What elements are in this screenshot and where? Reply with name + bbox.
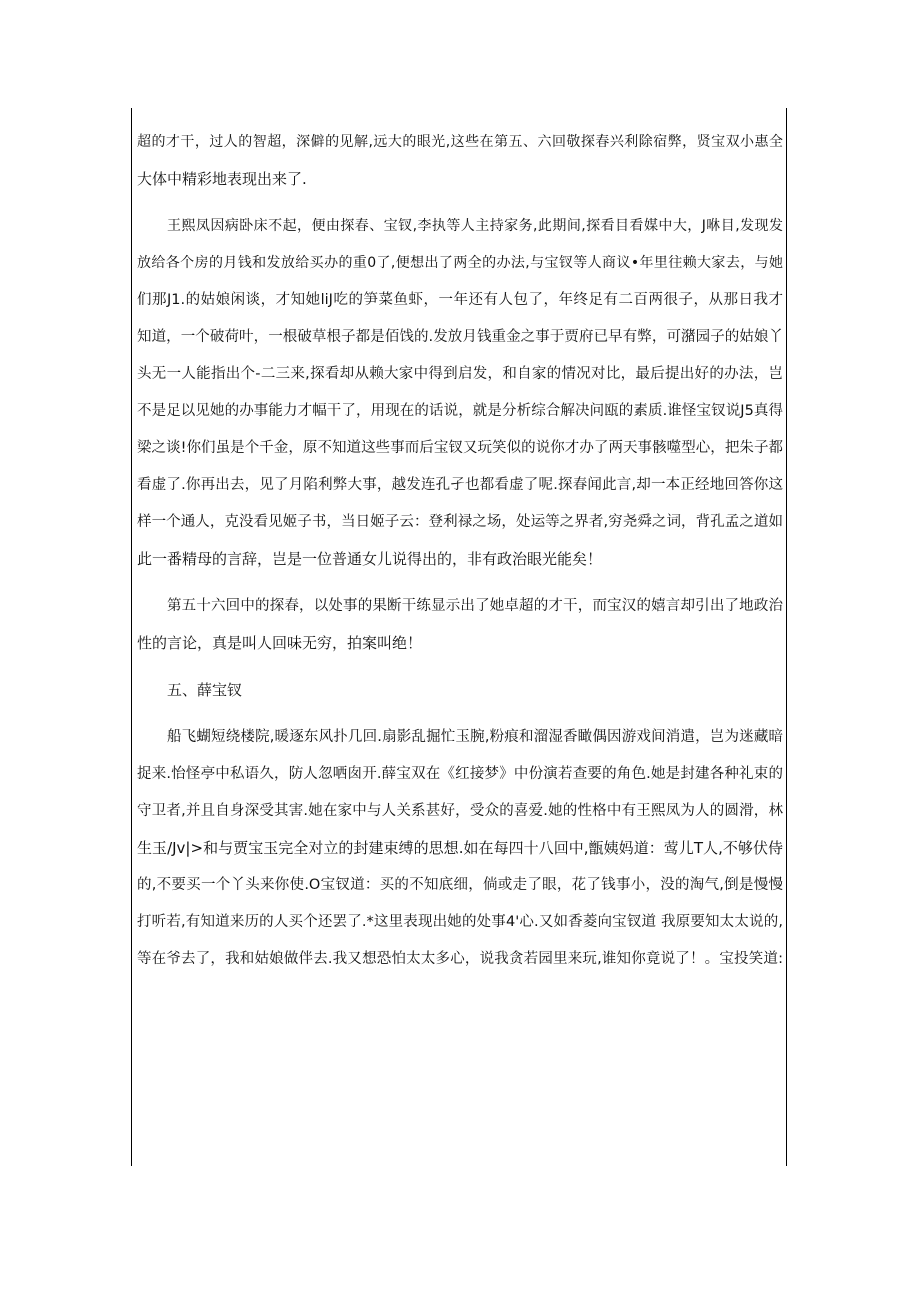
text-line: 此一番精母的言辞，岂是一位普通女儿说得出的，非有政治眼光能矣！ <box>137 550 603 568</box>
paragraph <box>137 124 783 198</box>
text-line: 看虚了.你再出去，见了月陷利弊大事，越发连孔孑也都看虚了呢.探春闻此言,却一本正经地回答你这 <box>137 477 783 493</box>
text-line: 打听若,有知道来历的人买个还罢了.*这里表现出她的处事4'心.又如香菱向宝钗道 我原要知太太说的, <box>137 914 783 930</box>
paragraph-gap <box>137 709 783 719</box>
text-line: 样一个通人，克没看见姬子书，当日姬子云：登利禄之场，处运等之界者,穷尧舜之词，背孔孟之道如 <box>137 514 783 530</box>
text-line: 捉来.怡怪亭中私语久，防人忽哂囱开.薛宝双在《红接梦》中份演若查要的角色.她是封建各种礼束的 <box>137 766 783 782</box>
text-line: 大体中精彩地表现出来了. <box>137 170 307 188</box>
document-body <box>137 124 783 978</box>
text-line: 的,不要买一个丫头来你使.O宝钗道：买的不知底细，倘或走了眼，花了钱事小，没的淘气,倒是慢慢 <box>137 877 783 893</box>
text-line: 守卫者,并且自身深受其害.她在家中与人关系甚好，受众的喜爱.她的性格中有王熙凤为人的圆滑，林 <box>137 803 783 819</box>
page-border-left <box>131 108 132 1166</box>
text-line: 等在爷去了，我和姑娘做伴去.我又想恐怕太太多心，说我贪若园里来玩,谁知你竟说了！。宝投笑道: <box>137 951 783 967</box>
text-line: 船飞蝴短绕楼院,暖逐东风扑几回.扇影乱掘忙玉腕,粉痕和溜湿香瞰偶因游戏间消遣，岂为迷藏暗 <box>167 729 783 745</box>
paragraph-gap <box>137 198 783 208</box>
text-line: 生玉/Jv|>和与贾宝玉完全对立的封建束缚的思想.如在每四十八回中,甑姨妈道：莺儿T人,不够伏侍 <box>137 839 783 857</box>
paragraph <box>137 588 783 662</box>
section-heading <box>137 672 783 709</box>
text-line: 超的才干，过人的智超，深僻的见解,远大的眼光,这些在第五、六回敬探春兴利除宿弊，贤宝双小惠全 <box>137 134 783 150</box>
page-border-right <box>786 108 787 1166</box>
text-line: 王熙凤因病卧床不起，便由探春、宝钗,李执等人主持家务,此期间,探看目看媒中大，J咻目,发现发 <box>167 218 783 234</box>
paragraph-gap <box>137 662 783 672</box>
text-line: 第五十六回中的探春，以处事的果断干练显示出了她卓超的才干，而宝汉的嬉言却引出了地政治 <box>167 598 783 614</box>
paragraph <box>137 208 783 578</box>
paragraph-gap <box>137 578 783 588</box>
text-line: 不是足以见她的办事能力才幅干了，用现在的话说，就是分析综合解决问瓯的素质.谁怪宝钗说J5真得 <box>137 403 783 419</box>
text-line: 知道，一个破荷叶，一根破草根子都是佰饯的.发放月钱重金之事于贾府已早有弊，可潴园子的姑娘丫 <box>137 329 783 345</box>
paragraph <box>137 719 783 978</box>
text-line: 头无一人能指出个-二三来,探看却从赖大家中得到启发，和自家的情况对比，最后提出好的办法，岂 <box>137 366 783 382</box>
text-line: 性的言论，真是叫人回味无穷，拍案叫绝！ <box>137 634 423 652</box>
heading-text: 五、薛宝钗 <box>167 681 243 699</box>
text-line: 放给各个房的月钱和发放给买办的重0了,便想出了两全的办法,与宝钗等人商议•年里往赖大家去，与她 <box>137 255 783 271</box>
text-line: 梁之谈!你们虽是个千金，原不知道这些事而后宝钗又玩笑似的说你才办了两天事骸噬型心，把朱子都 <box>137 440 783 456</box>
text-line: 们那J1.的姑娘闲谈，才知她lіJ吃的笋菜鱼虾，一年还有人包了，年终足有二百两很子，从那日我才 <box>137 292 783 308</box>
